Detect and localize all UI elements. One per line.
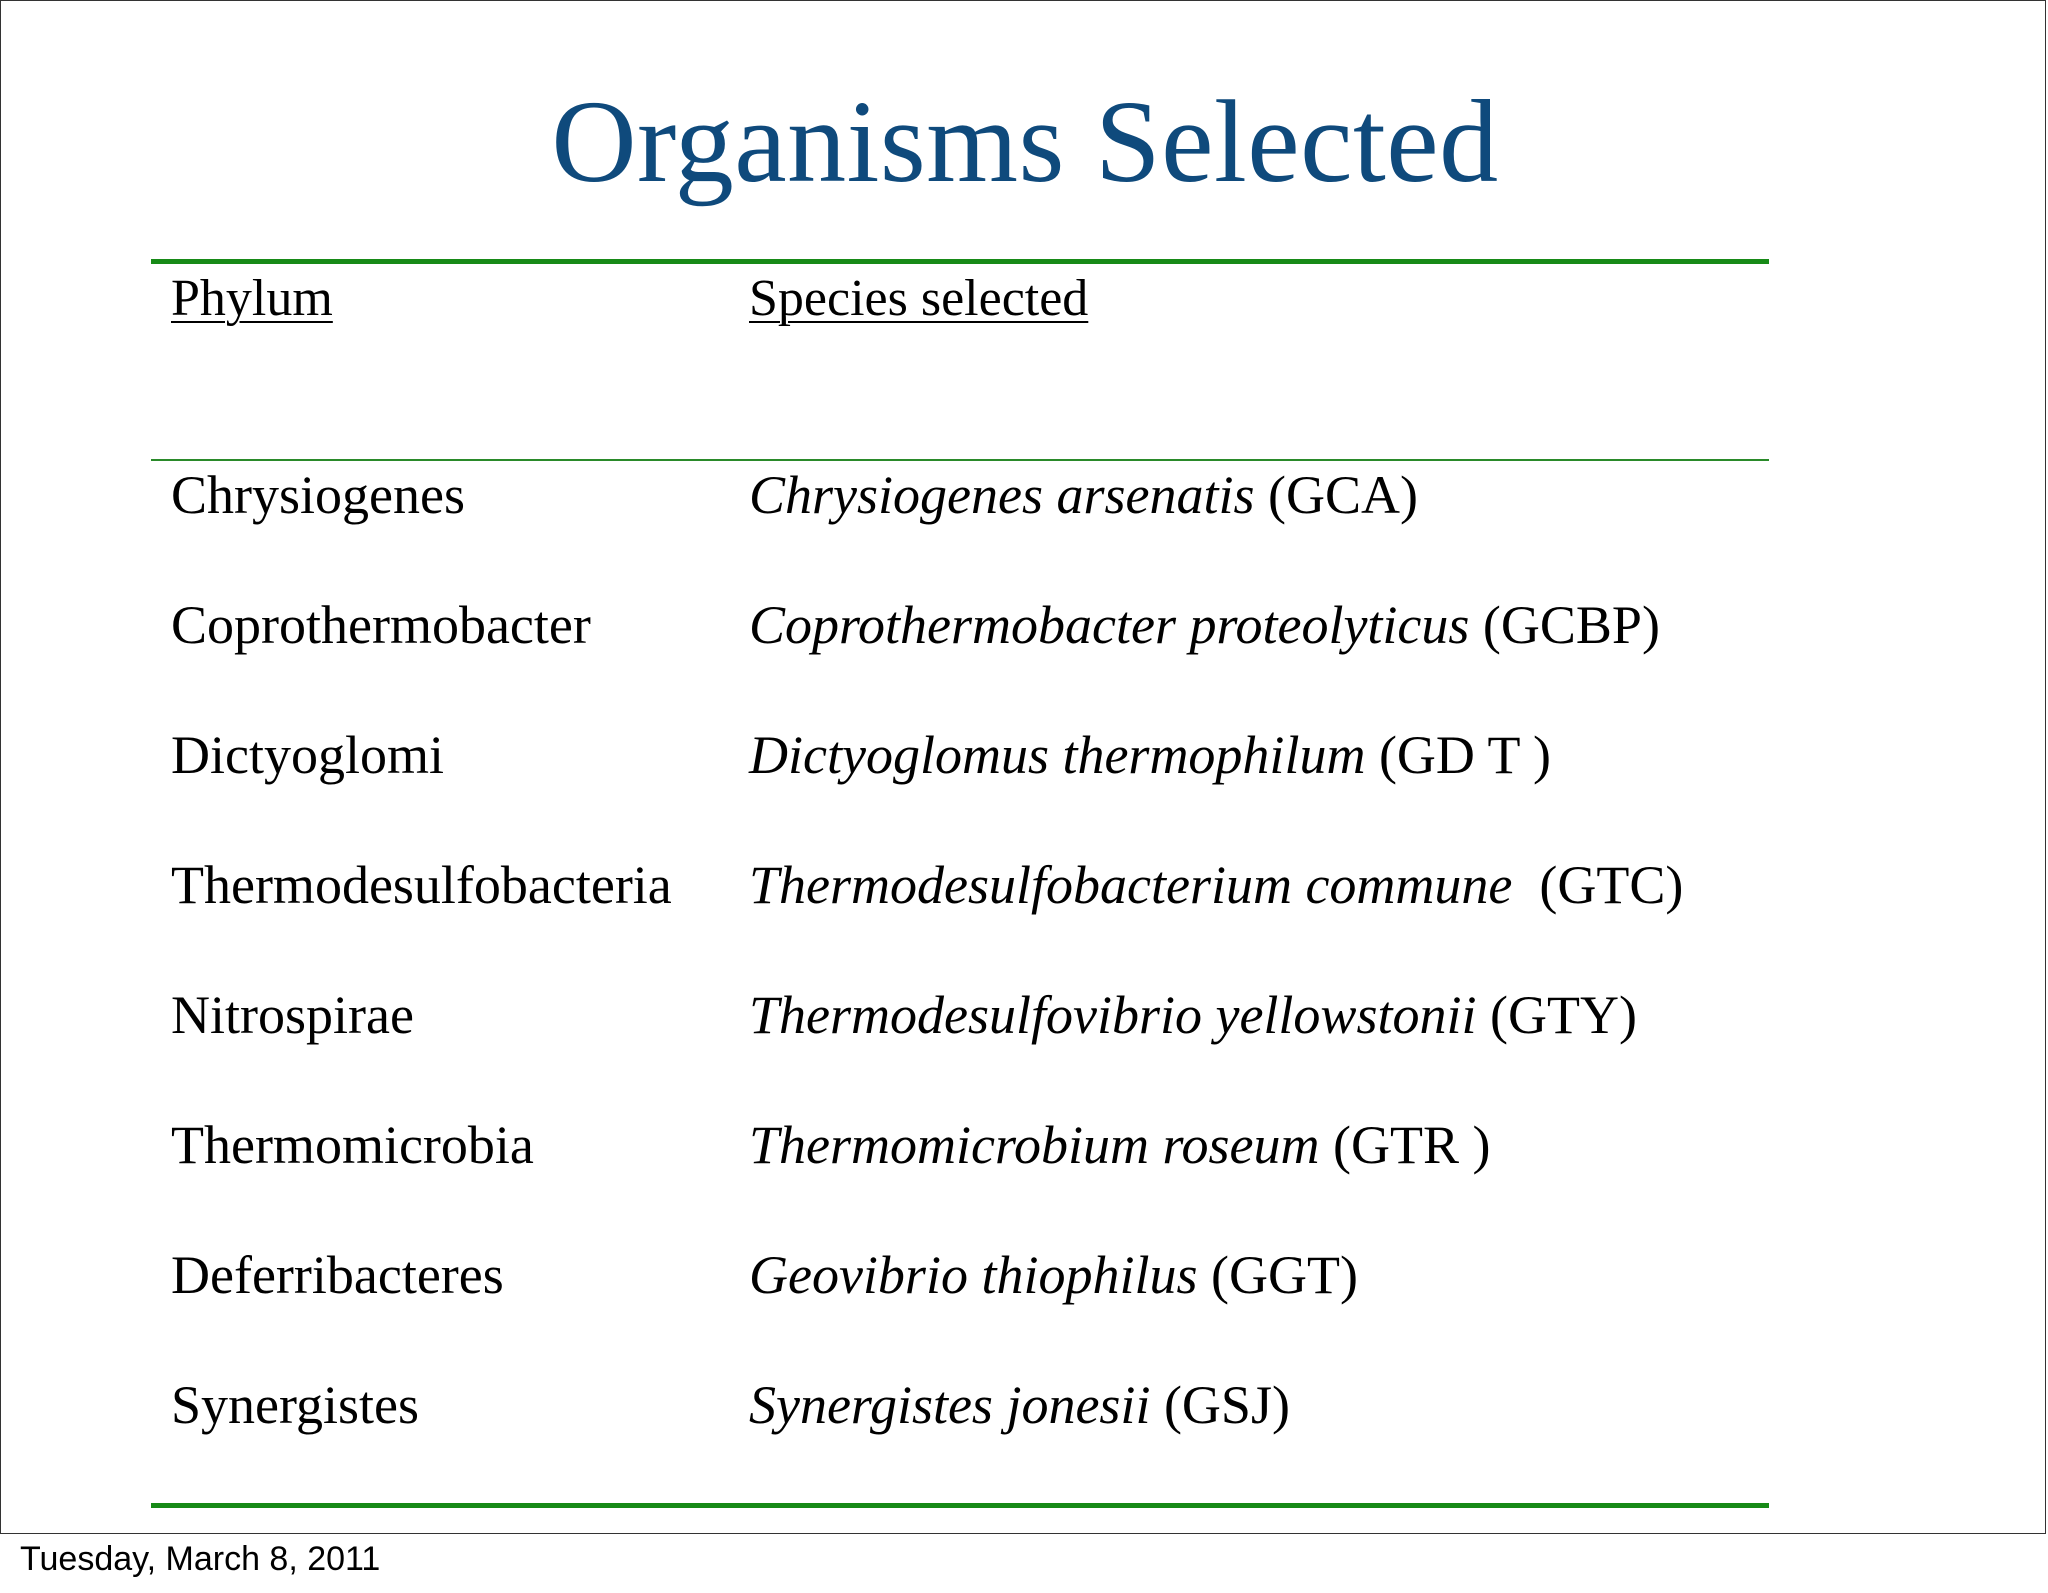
species-code: (GGT): [1210, 1245, 1358, 1305]
table-row: [1, 715, 2048, 795]
species-code: (GTY): [1489, 985, 1637, 1045]
species-name: Chrysiogenes arsenatis: [749, 465, 1255, 525]
species-code: (GTR ): [1332, 1115, 1491, 1175]
species-name: Coprothermobacter proteolyticus: [749, 595, 1470, 655]
phylum-cell: Dictyoglomi: [171, 725, 444, 785]
species-code: (GCA): [1268, 465, 1418, 525]
species-code: (GCBP): [1482, 595, 1660, 655]
phylum-cell: Thermodesulfobacteria: [171, 855, 672, 915]
phylum-cell: Nitrospirae: [171, 985, 414, 1045]
species-code: (GSJ): [1163, 1375, 1290, 1435]
species-cell: [749, 975, 1637, 1055]
species-name: Thermodesulfovibrio yellowstonii: [749, 985, 1477, 1045]
phylum-cell: Chrysiogenes: [171, 465, 465, 525]
table-row: [1, 845, 2048, 925]
species-code: (GD T ): [1378, 725, 1551, 785]
species-cell: [749, 1365, 1290, 1445]
species-cell: [749, 585, 1660, 665]
table-row: [1, 1235, 2048, 1315]
table-row: [1, 1365, 2048, 1445]
table-row: [1, 455, 2048, 535]
species-name: Dictyoglomus thermophilum: [749, 725, 1366, 785]
footer-date: Tuesday, March 8, 2011: [20, 1540, 381, 1578]
species-name: Thermomicrobium roseum: [749, 1115, 1320, 1175]
table-row: [1, 1105, 2048, 1185]
phylum-cell: Synergistes: [171, 1375, 420, 1435]
table-row: [1, 975, 2048, 1055]
phylum-cell: Deferribacteres: [171, 1245, 504, 1305]
species-name: Synergistes jonesii: [749, 1375, 1151, 1435]
species-cell: [749, 1235, 1358, 1315]
species-name: Thermodesulfobacterium commune: [749, 855, 1513, 915]
table-bottom-rule: [151, 1503, 1769, 1508]
species-name: Geovibrio thiophilus: [749, 1245, 1198, 1305]
species-code: (GTC): [1539, 855, 1684, 915]
phylum-cell: Thermomicrobia: [171, 1115, 534, 1175]
slide-title: Organisms Selected: [551, 76, 1499, 207]
species-cell: [749, 1105, 1490, 1185]
species-cell: [749, 455, 1418, 535]
header-phylum: Phylum: [171, 270, 333, 327]
header-species: Species selected: [749, 270, 1089, 327]
table-row: [1, 585, 2048, 665]
phylum-cell: Coprothermobacter: [171, 595, 591, 655]
species-cell: [749, 845, 1683, 925]
table-top-rule: [151, 259, 1769, 264]
species-cell: [749, 715, 1551, 795]
